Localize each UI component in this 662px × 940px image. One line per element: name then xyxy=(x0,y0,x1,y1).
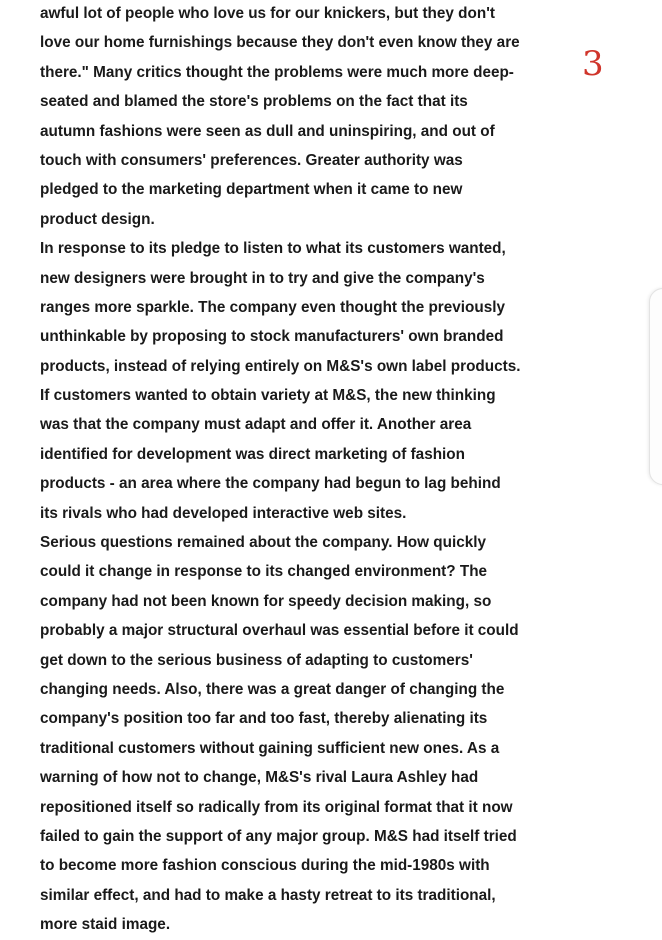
text-line: products, instead of relying entirely on M&S's own label products. xyxy=(40,357,521,375)
text-line: pledged to the marketing department when it came to new xyxy=(40,181,463,199)
text-line: warning of how not to change, M&S's rival Laura Ashley had xyxy=(40,769,479,787)
text-line: Serious questions remained about the company. How quickly xyxy=(40,534,486,552)
text-line: its rivals who had developed interactive web sites. xyxy=(40,504,407,522)
text-line: identified for development was direct marketing of fashion xyxy=(40,445,465,463)
side-drawer-handle[interactable] xyxy=(649,288,662,485)
text-line: more staid image. xyxy=(40,916,171,934)
text-line: unthinkable by proposing to stock manufacturers' own branded xyxy=(40,328,504,346)
text-line: autumn fashions were seen as dull and uninspiring, and out of xyxy=(40,122,495,140)
text-line: products - an area where the company had begun to lag behind xyxy=(40,475,501,493)
text-line: ranges more sparkle. The company even thought the previously xyxy=(40,298,505,316)
text-line: get down to the serious business of adapting to customers' xyxy=(40,651,473,669)
text-line: failed to gain the support of any major group. M&S had itself tried xyxy=(40,827,517,845)
text-line: to become more fashion conscious during the mid-1980s with xyxy=(40,857,490,875)
text-line: was that the company must adapt and offer it. Another area xyxy=(40,416,472,434)
text-line: changing needs. Also, there was a great danger of changing the xyxy=(40,680,505,698)
text-line: new designers were brought in to try and give the company's xyxy=(40,269,485,287)
text-line: company had not been known for speedy decision making, so xyxy=(40,592,492,610)
text-line: If customers wanted to obtain variety at M&S, the new thinking xyxy=(40,387,496,405)
text-line: In response to its pledge to listen to what its customers wanted, xyxy=(40,240,506,258)
text-line: similar effect, and had to make a hasty retreat to its traditional, xyxy=(40,886,496,904)
text-line: company's position too far and too fast, thereby alienating its xyxy=(40,710,488,728)
text-line: probably a major structural overhaul was essential before it could xyxy=(40,622,519,640)
text-line: repositioned itself so radically from its original format that it now xyxy=(40,798,513,816)
text-line: product design. xyxy=(40,210,155,228)
body-text xyxy=(40,0,580,940)
text-line: there." Many critics thought the problems were much more deep- xyxy=(40,63,514,81)
text-line: love our home furnishings because they don't even know they are xyxy=(40,34,520,52)
text-line: could it change in response to its changed environment? The xyxy=(40,563,488,581)
text-line: seated and blamed the store's problems on the fact that its xyxy=(40,93,468,111)
text-line: awful lot of people who love us for our knickers, but they don't xyxy=(40,5,495,22)
page-number: 3 xyxy=(582,44,604,84)
text-line: touch with consumers' preferences. Greater authority was xyxy=(40,151,463,169)
text-line: traditional customers without gaining sufficient new ones. As a xyxy=(40,739,500,757)
